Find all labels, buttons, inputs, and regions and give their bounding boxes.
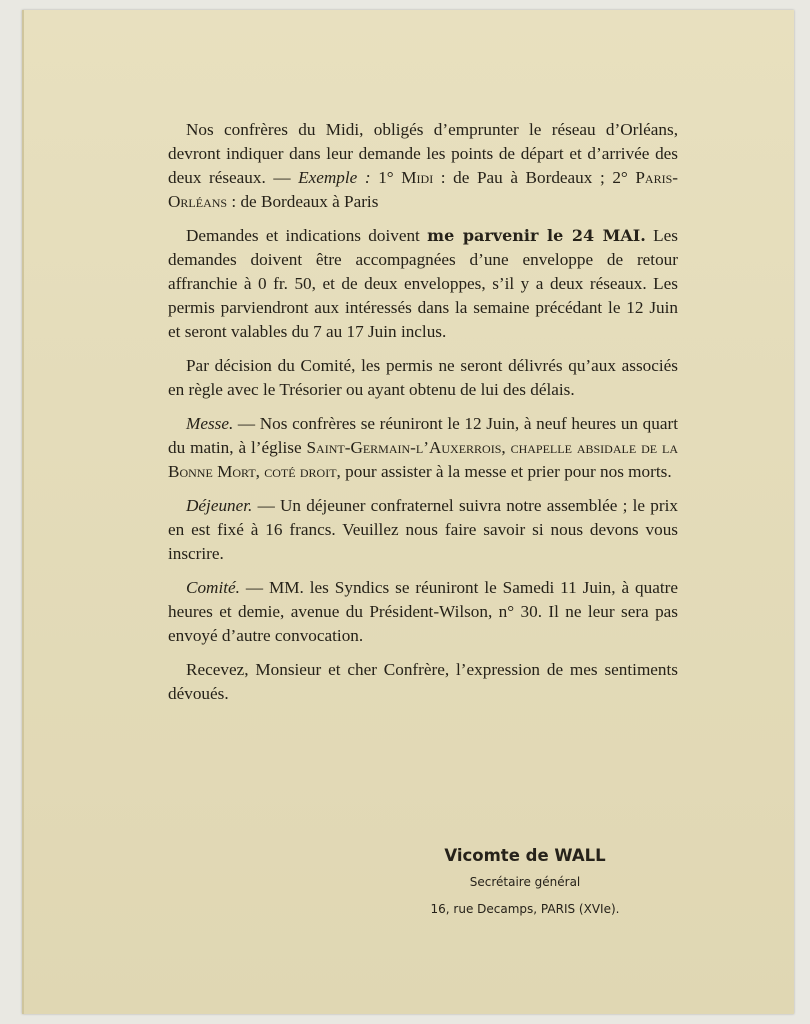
- text-span: — Nos confrères se réuniront le 12 Juin, à neuf heures un quart du matin, à l’église: [168, 414, 678, 457]
- text-span-bold: me parvenir le 24 MAI.: [427, 226, 646, 245]
- paragraph-midi: [168, 118, 678, 214]
- text-span-smallcaps: Paris-Orléans: [168, 168, 678, 211]
- text-span-italic: Messe.: [186, 414, 234, 433]
- paragraph-comite: [168, 576, 678, 648]
- signature-address: 16, rue Decamps, PARIS (XVIe).: [430, 902, 620, 916]
- text-span: — MM. les Syndics se réuniront le Samedi 11 Juin, à quatre heures et demie, avenue du Président-Wilson, n° 30. Il ne leur sera pas envoyé d’autre convocation.: [168, 578, 678, 645]
- text-span-italic: Exemple :: [298, 168, 371, 187]
- paragraph-dejeuner: [168, 494, 678, 566]
- paragraph-permis: Par décision du Comité, les permis ne seront délivrés qu’aux associés en règle avec le Trésorier ou ayant obtenu de lui des délais.: [168, 356, 678, 399]
- text-span: 1°: [370, 168, 402, 187]
- paragraph-messe: [168, 412, 678, 484]
- text-span: — Un déjeuner confraternel suivra notre assemblée ; le prix en est fixé à 16 francs. Veuillez nous faire savoir si nous devons vous inscrire.: [168, 496, 678, 563]
- text-span: : de Pau à Bordeaux ; 2°: [433, 168, 636, 187]
- text-span: Demandes et indications doivent: [186, 226, 428, 245]
- text-span: , pour assister à la messe et prier pour nos morts.: [336, 462, 672, 481]
- text-span-smallcaps: Midi: [401, 168, 434, 187]
- text-span: Les demandes doivent être accompagnées d’une enveloppe de retour affranchie à 0 fr. 50, et de deux enveloppes, s’il y a deux réseaux. Les permis parviendront aux intéressés dans la semaine précédant le 12 Juin et seront valables du 7 au 17 Juin inclus.: [168, 226, 678, 341]
- text-span-italic: Comité.: [186, 578, 240, 597]
- letter-body: [168, 118, 678, 716]
- paragraph-demandes: [168, 224, 678, 344]
- paragraph-closing: Recevez, Monsieur et cher Confrère, l’expression de mes sentiments dévoués.: [168, 660, 678, 703]
- text-span: : de Bordeaux à Paris: [227, 192, 379, 211]
- text-span: Nos confrères du Midi, obligés d’emprunter le réseau d’Orléans, devront indiquer dans leur demande les points de départ et d’arrivée des deux réseaux. —: [168, 120, 678, 187]
- signature-name: Vicomte de WALL: [444, 846, 606, 865]
- signature-title: Secrétaire général: [469, 875, 581, 889]
- text-span-smallcaps: Saint-Germain-l’Auxerrois, chapelle absidale de la Bonne Mort, coté droit: [168, 438, 678, 481]
- text-span-italic: Déjeuner.: [186, 496, 253, 515]
